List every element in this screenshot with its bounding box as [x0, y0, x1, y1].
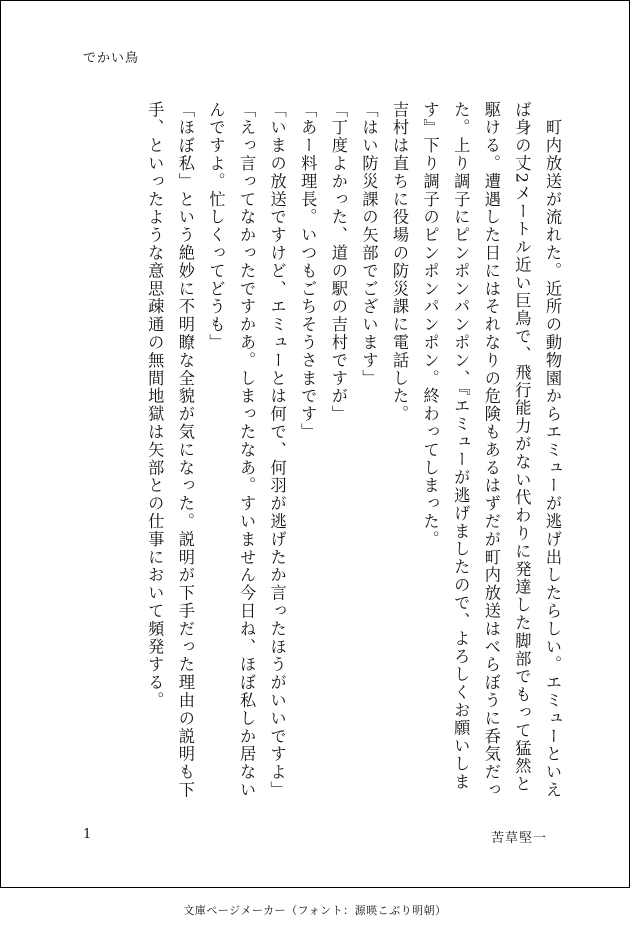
- paragraph: 「ほぼ私」という絶妙に不明瞭な全貌が気になった。説明が下手だった理由の説明も下手、といったような意思疎通の無間地獄は矢部との仕事において頻発する。: [145, 101, 195, 800]
- paragraph: 吉村は直ちに役場の防災課に電話した。: [390, 101, 410, 424]
- story-title: でかい鳥: [83, 51, 140, 66]
- generator-caption: 文庫ページメーカー（フォント：源暎こぶり明朝）: [183, 904, 447, 917]
- body-text: [139, 101, 567, 801]
- paragraph: 町内放送が流れた。近所の動物園からエミューが逃げ出したらしい。エミューといえば身の丈2メートル近い巨鳥で、飛行能力がない代わりに発達した脚部でもって猛然と駆ける。遭遇した日にはそれなりの危険もあるはずだが町内放送はべらぼうに呑気だった。上り調子にピンポンパンポン、『エミューが逃げましたので、よろしくお願いします』下り調子のピンポンパンポン。終わってしまった。: [420, 101, 562, 800]
- paragraph: 「えっ言ってなかったですかあ。しまったなあ。すいません今日ね、ほぼ私しか居ないんですよ。忙しくってどうも」: [206, 101, 257, 800]
- paragraph: 「いまの放送ですけど、エミューとは何で、何羽が逃げたか言ったほうがいいですよ」: [267, 101, 287, 800]
- paragraph: 「はい防災課の矢部でございます」: [359, 101, 379, 388]
- page-number: 1: [83, 827, 92, 842]
- paragraph: 「あー料理長。いつもごちそうさまです」: [298, 101, 318, 442]
- author-name: 苦草堅一: [490, 831, 547, 846]
- paragraph: 「丁度よかった、道の駅の吉村ですが」: [328, 101, 348, 424]
